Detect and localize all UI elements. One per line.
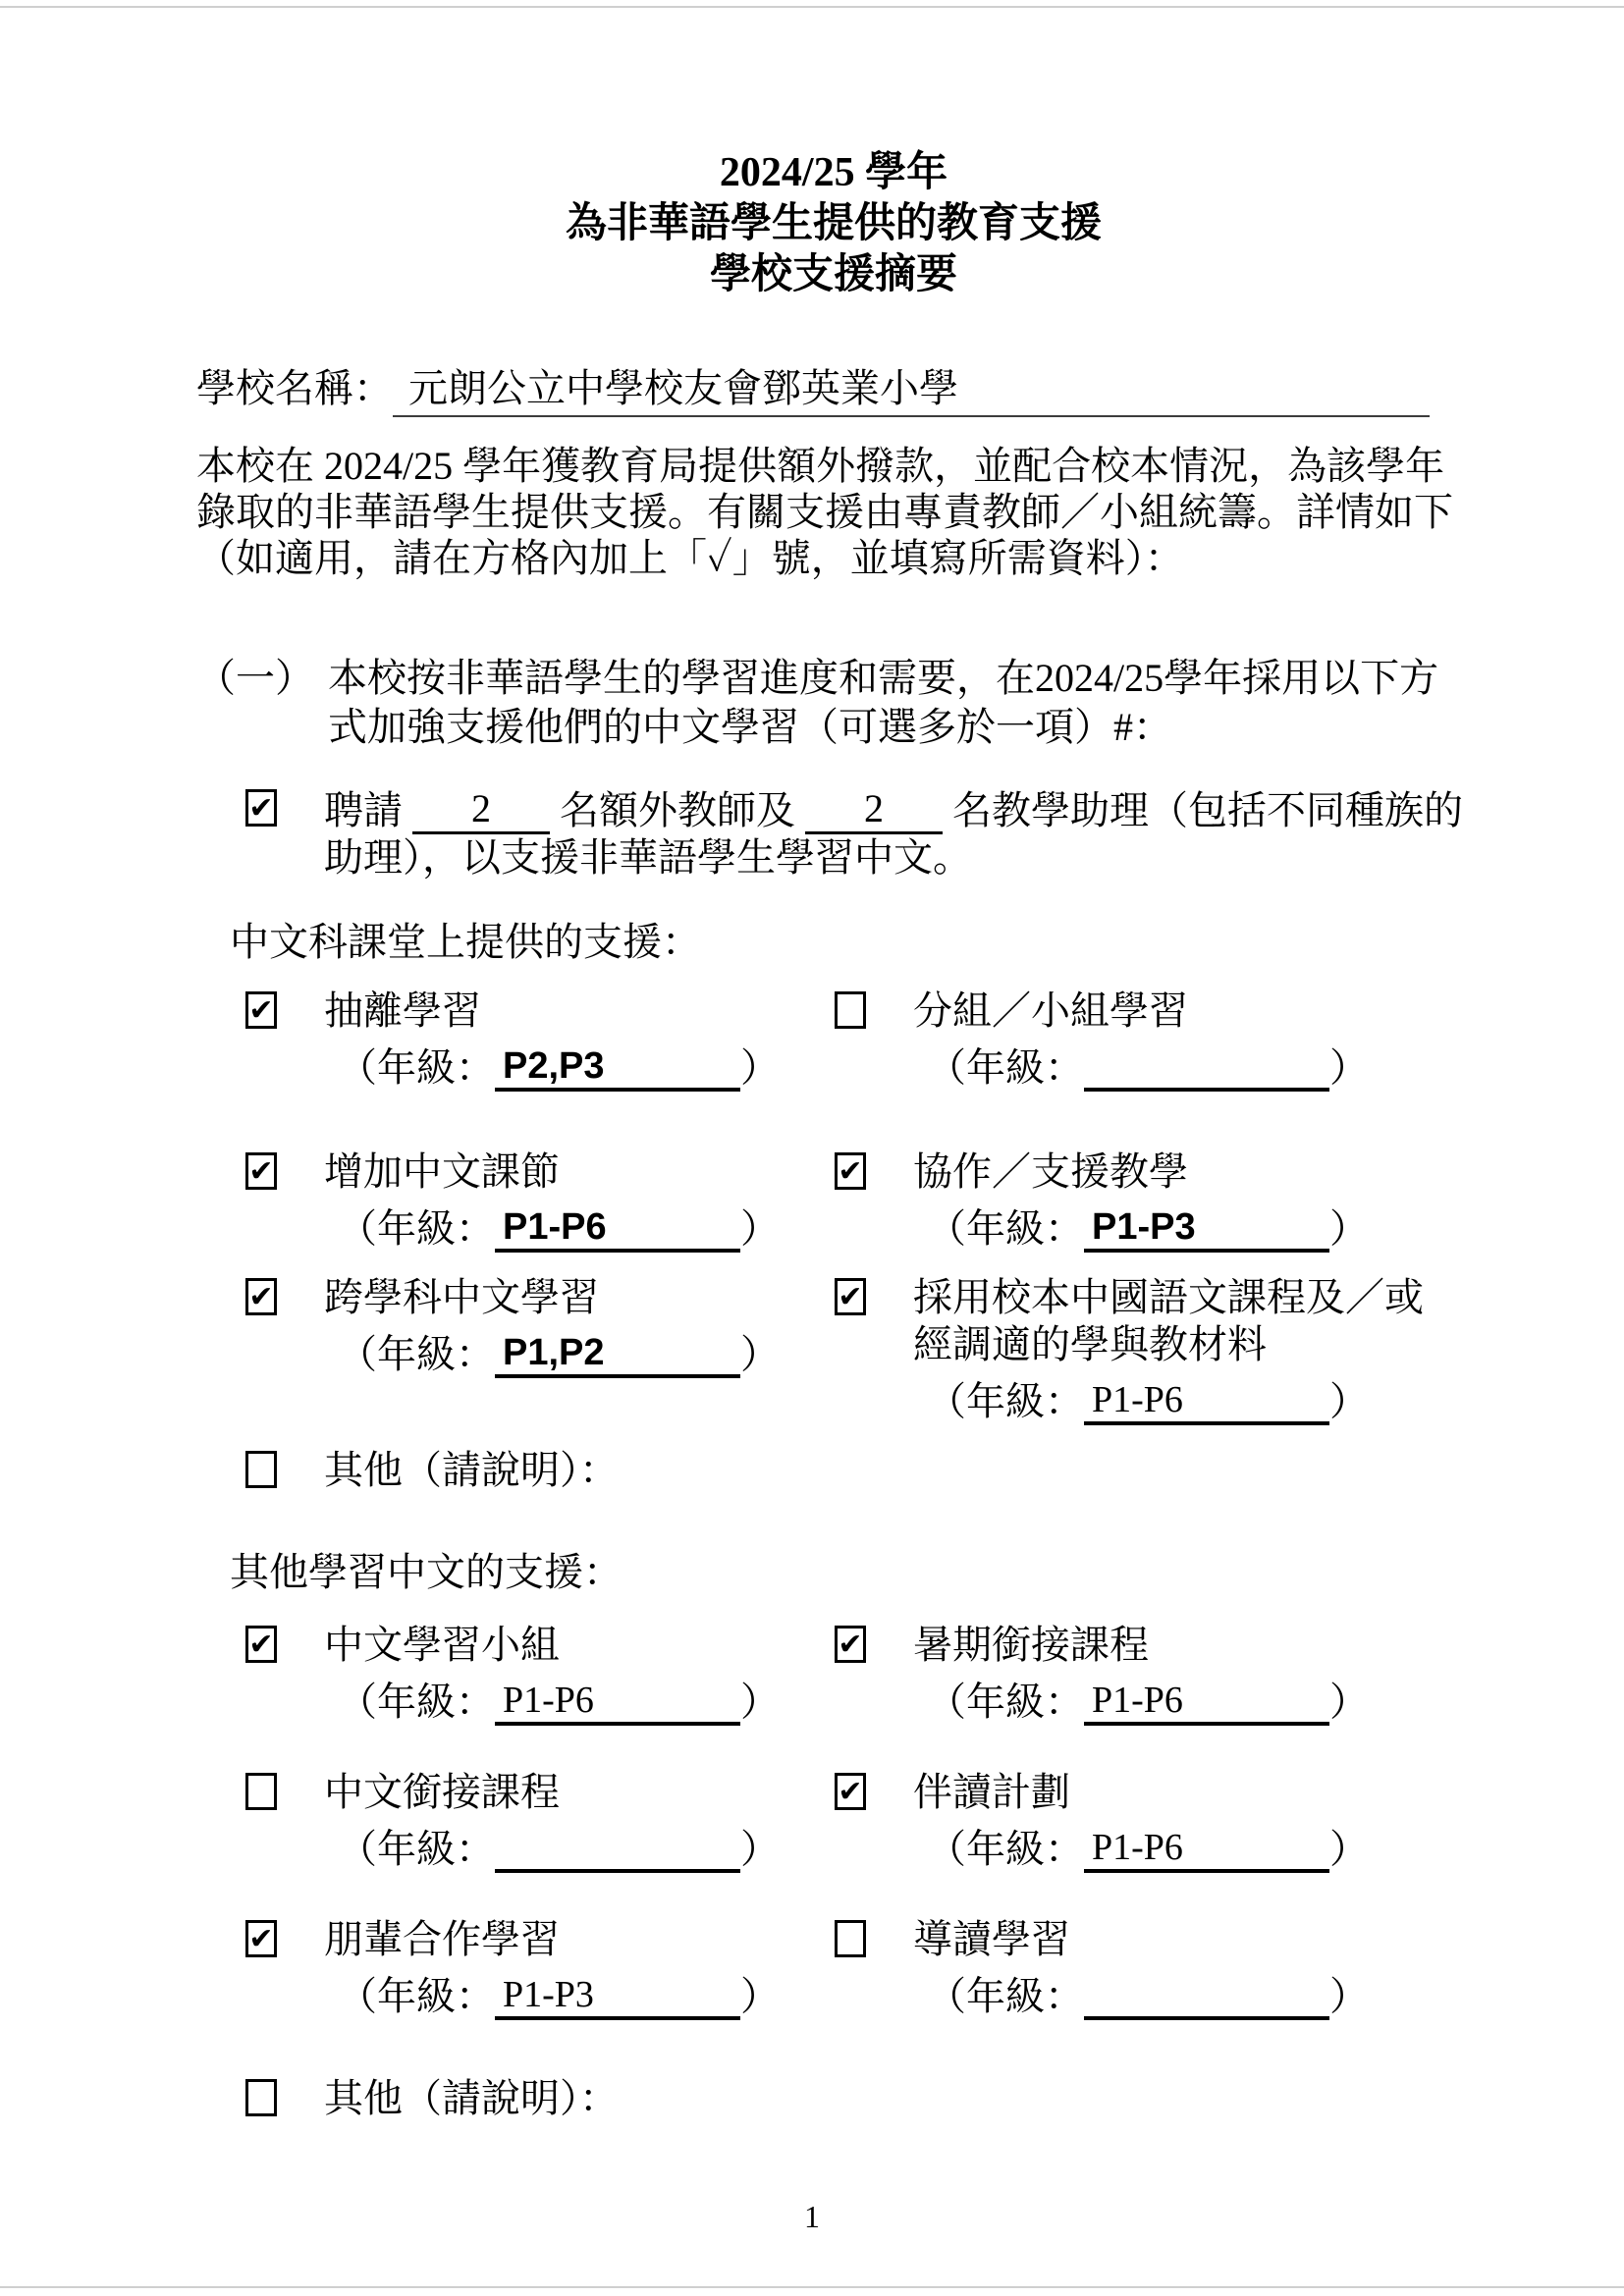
- cross-curricular-chinese-checkbox[interactable]: [245, 1278, 277, 1315]
- item-label: 其他（請說明）：: [324, 2076, 619, 2120]
- teacher-count-field[interactable]: [412, 785, 550, 834]
- grade-prefix: （年級：: [338, 1045, 495, 1090]
- school-based-curriculum-checkbox[interactable]: [835, 1278, 866, 1315]
- grade-line: [338, 1329, 780, 1378]
- item-peer-learning: [245, 1916, 835, 2020]
- chinese-learning-group-checkbox[interactable]: [245, 1626, 277, 1663]
- item-pullout-learning: [245, 988, 835, 1092]
- co-teaching-support-checkbox[interactable]: [835, 1152, 866, 1190]
- item-label: 跨學科中文學習: [324, 1275, 599, 1319]
- group-learning-checkbox[interactable]: [835, 991, 866, 1029]
- school-name-field[interactable]: [393, 357, 1430, 417]
- grade-value: P1-P6: [503, 1206, 607, 1248]
- grade-suffix: ）: [740, 1045, 780, 1090]
- guided-reading-grade-field[interactable]: [1084, 1971, 1329, 2020]
- grade-line: [927, 1677, 1369, 1726]
- check-icon: ✔: [248, 791, 274, 826]
- co-teaching-support-grade-field[interactable]: [1084, 1203, 1329, 1253]
- grade-prefix: （年級：: [338, 1206, 495, 1251]
- other-row-1: [196, 1622, 1471, 1726]
- grade-prefix: （年級：: [338, 1680, 495, 1724]
- intro-paragraph: [196, 443, 1471, 581]
- check-icon: ✔: [838, 1775, 863, 1809]
- reading-companion-checkbox[interactable]: [835, 1773, 866, 1810]
- page-number: 1: [804, 2199, 820, 2234]
- classroom-row-3: [196, 1274, 1471, 1425]
- school-name-row: [196, 357, 1430, 417]
- grade-suffix: ）: [1329, 1974, 1369, 2018]
- other-support-checkbox[interactable]: [245, 2079, 277, 2116]
- grade-line: [338, 1971, 780, 2020]
- item-cross-curricular-chinese: [245, 1274, 835, 1378]
- section-one-line-2: 式加強支援他們的中文學習（可選多於一項）#：: [328, 705, 1172, 749]
- item-reading-companion: [835, 1769, 1471, 1873]
- grade-suffix: ）: [740, 1206, 780, 1251]
- grade-suffix: ）: [740, 1974, 780, 2018]
- summer-bridging-grade-field[interactable]: [1084, 1677, 1329, 1726]
- section-one-index: （一）: [196, 656, 314, 700]
- grade-suffix: ）: [740, 1332, 780, 1376]
- item-label: 協作／支援教學: [913, 1149, 1188, 1194]
- check-icon: ✔: [838, 1628, 863, 1662]
- school-name-label: 學校名稱：: [196, 366, 393, 410]
- section-one-line-1: 本校按非華語學生的學習進度和需要，在2024/25學年採用以下方: [328, 656, 1439, 700]
- grade-value: P1-P3: [1092, 1206, 1196, 1248]
- grade-line: [927, 1203, 1369, 1253]
- check-icon: ✔: [838, 1280, 863, 1314]
- item-label: 中文銜接課程: [324, 1770, 560, 1814]
- hire-staff-text: [324, 785, 1463, 881]
- grade-value: P1-P3: [503, 1974, 594, 2015]
- reading-companion-grade-field[interactable]: [1084, 1824, 1329, 1873]
- item-other-classroom: [245, 1447, 1471, 1494]
- intro-line-3: （如適用，請在方格內加上「✓」號，並填寫所需資料）：: [196, 536, 1184, 580]
- grade-line: [927, 1042, 1369, 1092]
- hire-text-part2: 名額外教師及: [560, 788, 795, 832]
- item-label: 採用校本中國語文課程及／或: [913, 1275, 1424, 1319]
- title-line-year: 2024/25 學年: [719, 150, 948, 195]
- guided-reading-checkbox[interactable]: [835, 1920, 866, 1957]
- pullout-learning-grade-field[interactable]: [495, 1042, 740, 1092]
- classroom-row-1: [196, 988, 1471, 1092]
- additional-chinese-lessons-grade-field[interactable]: [495, 1203, 740, 1253]
- check-icon: ✔: [248, 1628, 274, 1662]
- grade-prefix: （年級：: [338, 1332, 495, 1376]
- intro-line-1: 本校在 2024/25 學年獲教育局提供額外撥款，並配合校本情況，為該學年: [196, 444, 1445, 488]
- hire-text-line2: 助理），以支援非華語學生學習中文。: [324, 835, 972, 880]
- hire-text-part1: 聘請: [324, 788, 403, 832]
- teacher-count-value: 2: [471, 786, 491, 830]
- other-row-3: [196, 1916, 1471, 2020]
- grade-suffix: ）: [1329, 1379, 1369, 1423]
- classroom-support-heading: 中文科課堂上提供的支援：: [230, 920, 701, 964]
- other-support-heading: 其他學習中文的支援：: [230, 1550, 623, 1594]
- grade-prefix: （年級：: [338, 1827, 495, 1871]
- section-one: [196, 654, 1471, 752]
- hire-staff-item: [196, 785, 1471, 881]
- item-label: 暑期銜接課程: [913, 1623, 1149, 1667]
- classroom-row-2: [196, 1148, 1471, 1253]
- grade-prefix: （年級：: [927, 1379, 1084, 1423]
- grade-value: P2,P3: [503, 1045, 605, 1087]
- item-label: 朋輩合作學習: [324, 1917, 560, 1961]
- grade-value: P1-P6: [1092, 1379, 1183, 1420]
- item-guided-reading: [835, 1916, 1471, 2020]
- grade-value: P1-P6: [1092, 1680, 1183, 1721]
- other-classroom-checkbox[interactable]: [245, 1451, 277, 1488]
- grade-suffix: ）: [1329, 1045, 1369, 1090]
- grade-line: [338, 1824, 780, 1873]
- check-icon: ✔: [248, 1154, 274, 1189]
- grade-suffix: ）: [1329, 1827, 1369, 1871]
- peer-learning-grade-field[interactable]: [495, 1971, 740, 2020]
- grade-suffix: ）: [740, 1827, 780, 1871]
- grade-line: [338, 1203, 780, 1253]
- title-line-summary: 學校支援摘要: [709, 252, 957, 297]
- grade-prefix: （年級：: [927, 1045, 1084, 1090]
- classroom-other-row: [196, 1447, 1471, 1494]
- grade-line: [338, 1677, 780, 1726]
- item-group-learning: [835, 988, 1471, 1092]
- page-edge-top: [0, 6, 1624, 8]
- grade-value: P1-P6: [503, 1680, 594, 1721]
- chinese-bridging-checkbox[interactable]: [245, 1773, 277, 1810]
- item-label: 抽離學習: [324, 988, 481, 1033]
- item-label: 分組／小組學習: [913, 988, 1188, 1033]
- grade-line: [927, 1376, 1424, 1425]
- item-additional-chinese-lessons: [245, 1148, 835, 1253]
- intro-line-2: 錄取的非華語學生提供支援。有關支援由專責教師／小組統籌。詳情如下: [196, 490, 1453, 534]
- check-icon: ✔: [248, 993, 274, 1028]
- grade-value: P1,P2: [503, 1332, 605, 1373]
- grade-line: [338, 1042, 780, 1092]
- item-chinese-learning-group: [245, 1622, 835, 1726]
- document-title: [196, 147, 1471, 300]
- check-icon: ✔: [838, 1154, 863, 1189]
- school-based-curriculum-grade-field[interactable]: [1084, 1376, 1329, 1425]
- school-name-value: 元朗公立中學校友會鄧英業小學: [408, 366, 958, 410]
- item-chinese-bridging: [245, 1769, 835, 1873]
- item-label-line2: 經調適的學與教材料: [913, 1322, 1267, 1366]
- grade-line: [927, 1971, 1369, 2020]
- item-label: 導讀學習: [913, 1917, 1070, 1961]
- assistant-count-field[interactable]: [805, 785, 943, 834]
- grade-prefix: （年級：: [927, 1827, 1084, 1871]
- summer-bridging-checkbox[interactable]: [835, 1626, 866, 1663]
- page-edge-bottom: [0, 2286, 1624, 2288]
- item-label: 其他（請說明）：: [324, 1448, 619, 1492]
- item-label: 伴讀計劃: [913, 1770, 1070, 1814]
- hire-text-part3: 名教學助理（包括不同種族的: [952, 788, 1463, 832]
- chinese-learning-group-grade-field[interactable]: [495, 1677, 740, 1726]
- other-row-2: [196, 1769, 1471, 1873]
- item-co-teaching-support: [835, 1148, 1471, 1253]
- grade-suffix: ）: [740, 1680, 780, 1724]
- item-label: 中文學習小組: [324, 1623, 560, 1667]
- pullout-learning-checkbox[interactable]: [245, 991, 277, 1029]
- grade-prefix: （年級：: [927, 1974, 1084, 2018]
- grade-suffix: ）: [1329, 1206, 1369, 1251]
- item-other-support: [245, 2075, 1471, 2122]
- additional-chinese-lessons-checkbox[interactable]: [245, 1152, 277, 1190]
- check-icon: ✔: [248, 1922, 274, 1956]
- cross-curricular-chinese-grade-field[interactable]: [495, 1329, 740, 1378]
- item-summer-bridging: [835, 1622, 1471, 1726]
- section-one-text: [328, 654, 1471, 752]
- title-line-programme: 為非華語學生提供的教育支援: [565, 201, 1102, 246]
- group-learning-grade-field[interactable]: [1084, 1042, 1329, 1092]
- grade-value: P1-P6: [1092, 1827, 1183, 1868]
- hire-staff-checkbox[interactable]: [245, 789, 277, 827]
- grade-suffix: ）: [1329, 1680, 1369, 1724]
- item-school-based-curriculum: [835, 1274, 1471, 1425]
- grade-prefix: （年級：: [338, 1974, 495, 2018]
- other-support-other-row: [196, 2075, 1471, 2122]
- grade-prefix: （年級：: [927, 1206, 1084, 1251]
- item-label: 增加中文課節: [324, 1149, 560, 1194]
- peer-learning-checkbox[interactable]: [245, 1920, 277, 1957]
- grade-line: [927, 1824, 1369, 1873]
- check-icon: ✔: [248, 1280, 274, 1314]
- chinese-bridging-grade-field[interactable]: [495, 1824, 740, 1873]
- assistant-count-value: 2: [864, 786, 884, 830]
- grade-prefix: （年級：: [927, 1680, 1084, 1724]
